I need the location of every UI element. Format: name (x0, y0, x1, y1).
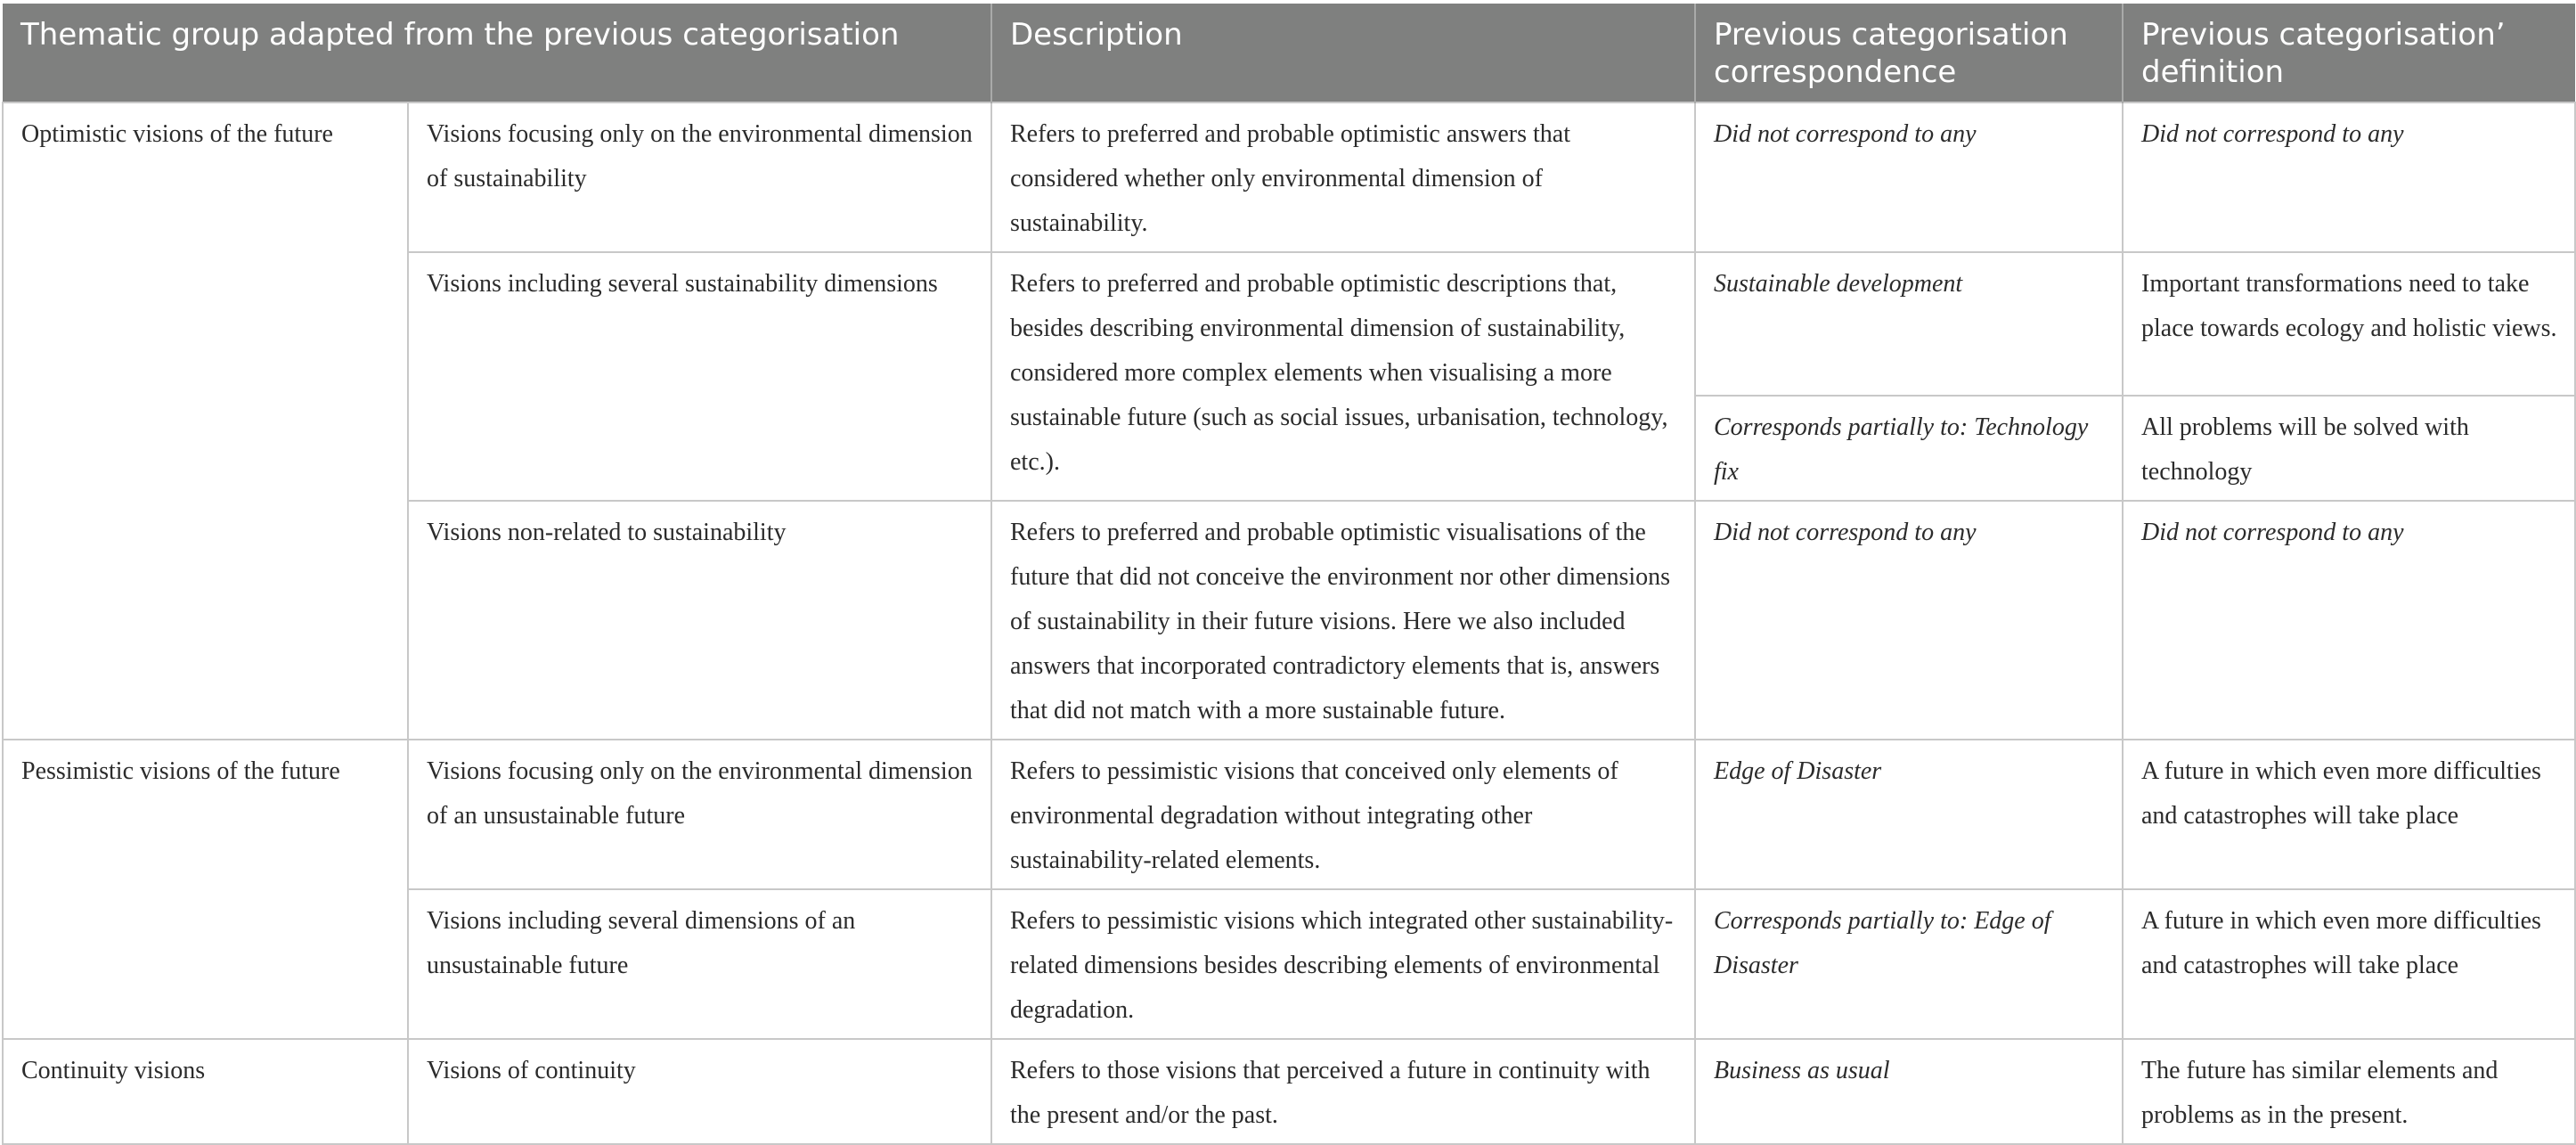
table-header (3, 4, 2575, 102)
definition-cell: A future in which even more difficulties and catastrophes will take place (2123, 740, 2575, 889)
description-cell: Refers to preferred and probable optimistic answers that considered whether only environmental dimension of sustainability. (991, 102, 1695, 252)
description-cell: Refers to preferred and probable optimistic visualisations of the future that did not conceive the environment nor other dimensions of sustainability in their future visions. Here we also included answers that incorporated contradictory elements that is, answers that did not match with a more sustainable future. (991, 501, 1695, 740)
correspondence-cell: Sustainable development (1695, 252, 2123, 396)
subgroup-cell: Visions non-related to sustainability (408, 501, 991, 740)
header-description: Description (991, 4, 1695, 102)
definition-cell: A future in which even more difficulties and catastrophes will take place (2123, 889, 2575, 1039)
group-name: Pessimistic visions of the future (3, 740, 408, 1039)
table-row (3, 1039, 2575, 1144)
group-name: Continuity visions (3, 1039, 408, 1144)
definition-cell: Did not correspond to any (2123, 501, 2575, 740)
table-row (3, 740, 2575, 889)
description-cell: Refers to pessimistic visions that conceived only elements of environmental degradation without integrating other sustainability-related elements. (991, 740, 1695, 889)
group-name: Optimistic visions of the future (3, 102, 408, 740)
subgroup-cell: Visions including several dimensions of an unsustainable future (408, 889, 991, 1039)
header-correspondence: Previous categorisation correspondence (1695, 4, 2123, 102)
correspondence-cell: Business as usual (1695, 1039, 2123, 1144)
description-cell: Refers to preferred and probable optimistic descriptions that, besides describing environmental dimension of sustainability, considered more complex elements when visualising a more sustainable future (such as social issues, urbanisation, technology, etc.). (991, 252, 1695, 501)
correspondence-cell: Did not correspond to any (1695, 501, 2123, 740)
table-row (3, 102, 2575, 252)
definition-cell: All problems will be solved with technology (2123, 396, 2575, 501)
definition-cell: Important transformations need to take place towards ecology and holistic views. (2123, 252, 2575, 396)
description-cell: Refers to pessimistic visions which integrated other sustainability-related dimensions besides describing elements of environmental degradation. (991, 889, 1695, 1039)
categorisation-table (2, 4, 2576, 1145)
correspondence-cell: Corresponds partially to: Edge of Disaster (1695, 889, 2123, 1039)
header-thematic-group: Thematic group adapted from the previous categorisation (3, 4, 991, 102)
description-cell: Refers to those visions that perceived a future in continuity with the present and/or the past. (991, 1039, 1695, 1144)
correspondence-cell: Corresponds partially to: Technology fix (1695, 396, 2123, 501)
correspondence-cell: Edge of Disaster (1695, 740, 2123, 889)
definition-cell: Did not correspond to any (2123, 102, 2575, 252)
correspondence-cell: Did not correspond to any (1695, 102, 2123, 252)
header-definition: Previous categorisation’ definition (2123, 4, 2575, 102)
definition-cell: The future has similar elements and problems as in the present. (2123, 1039, 2575, 1144)
subgroup-cell: Visions focusing only on the environmental dimension of an unsustainable future (408, 740, 991, 889)
subgroup-cell: Visions focusing only on the environmental dimension of sustainability (408, 102, 991, 252)
subgroup-cell: Visions of continuity (408, 1039, 991, 1144)
subgroup-cell: Visions including several sustainability dimensions (408, 252, 991, 501)
